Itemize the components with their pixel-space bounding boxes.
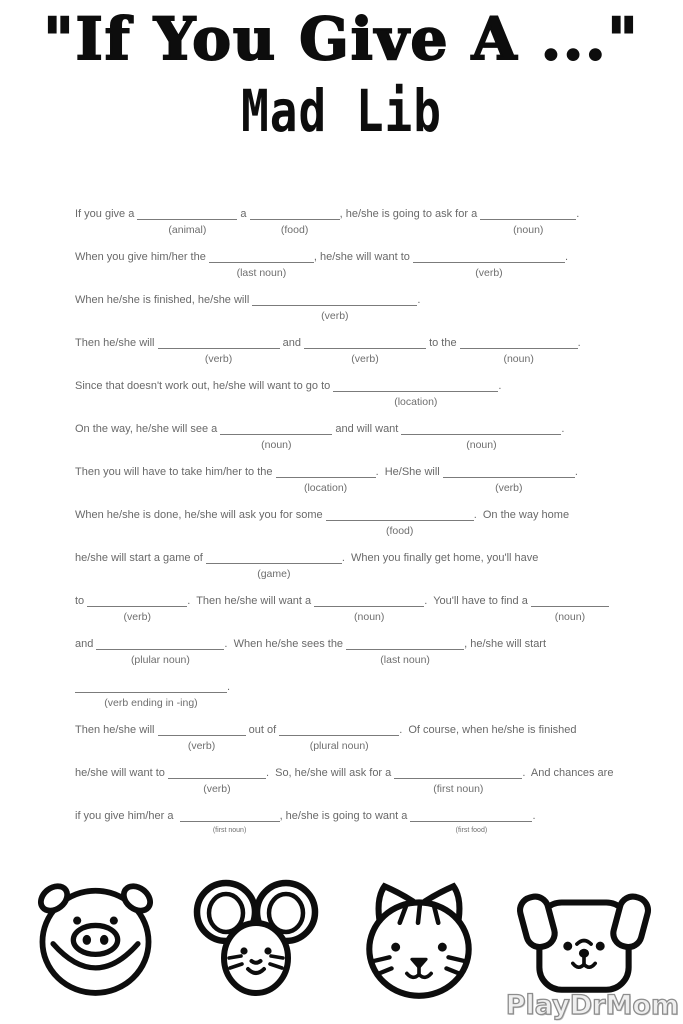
madlib-text: When he/she is finished, he/she will xyxy=(75,294,253,306)
madlib-text: . xyxy=(577,337,581,349)
cat-face-icon xyxy=(348,872,490,1007)
blank-field xyxy=(480,207,576,236)
blank-hint: (food) xyxy=(280,224,309,236)
blank-hint: (noun) xyxy=(503,353,534,365)
blank-hint: (noun) xyxy=(554,611,586,623)
blank-hint: (verb) xyxy=(123,611,151,623)
blank-field xyxy=(304,336,426,365)
madlib-line xyxy=(75,378,635,421)
madlib-line xyxy=(75,722,635,765)
madlib-text: . When you finally get home, you'll have xyxy=(341,552,539,564)
playdrmom-watermark: PlayDrMom xyxy=(505,990,679,1021)
madlib-line xyxy=(75,808,635,851)
madlib-text: . So, he/she will ask for a xyxy=(265,767,395,779)
blank-field xyxy=(410,809,532,834)
blank-hint: (location) xyxy=(394,396,438,408)
blank-hint: (location) xyxy=(303,482,348,494)
madlib-text: When you give him/her the xyxy=(75,251,209,263)
blank-field xyxy=(401,422,561,451)
madlib-text: a xyxy=(237,208,250,220)
madlib-text: , he/she will want to xyxy=(313,251,413,263)
madlib-text: to xyxy=(75,595,88,607)
madlib-text: . xyxy=(417,294,421,306)
blank-hint: (noun) xyxy=(354,611,385,623)
animal-row xyxy=(28,872,655,1007)
blank-field xyxy=(314,594,424,623)
madlib-line xyxy=(75,765,635,808)
madlib-line xyxy=(75,593,635,636)
madlib-text: Then he/she will xyxy=(75,724,158,736)
madlib-text: . Of course, when he/she is finished xyxy=(399,724,577,736)
madlib-text: . xyxy=(561,423,565,435)
madlib-text: . And chances are xyxy=(522,767,614,779)
madlib-text: he/she will start a game of xyxy=(75,552,206,564)
blank-field xyxy=(158,723,246,752)
blank-hint: (last noun) xyxy=(380,654,430,666)
madlib-text: . He/She will xyxy=(375,466,443,478)
blank-field xyxy=(158,336,280,365)
blank-field xyxy=(413,250,565,279)
madlib-text: . xyxy=(576,208,580,220)
blank-hint: (food) xyxy=(385,525,414,537)
madlib-text: . xyxy=(564,251,569,263)
blank-hint: (game) xyxy=(257,568,291,580)
blank-field xyxy=(220,422,332,451)
blank-hint: (verb) xyxy=(475,267,503,279)
madlib-line xyxy=(75,507,635,550)
blank-hint: (verb) xyxy=(204,353,233,365)
blank-field xyxy=(137,207,237,236)
madlib-text: , he/she is going to ask for a xyxy=(339,208,481,220)
madlib-text: , he/she will start xyxy=(464,638,547,650)
madlib-lines xyxy=(75,206,635,851)
blank-hint: (verb ending in -ing) xyxy=(104,697,198,709)
madlib-line xyxy=(75,421,635,464)
blank-field xyxy=(276,465,376,494)
madlib-text: . xyxy=(227,681,231,693)
blank-field xyxy=(96,637,224,666)
blank-field xyxy=(252,293,417,322)
madlib-line xyxy=(75,636,635,679)
page-subtitle: Mad Lib xyxy=(241,76,442,145)
madlib-text: . Then he/she will want a xyxy=(187,595,315,607)
blank-hint: (noun) xyxy=(513,224,544,236)
madlib-text: . xyxy=(574,466,578,478)
blank-hint: (first noun) xyxy=(212,827,247,834)
madlib-text: . When he/she sees the xyxy=(224,638,347,650)
madlib-text: . xyxy=(532,810,536,822)
blank-field xyxy=(460,336,578,365)
madlib-line xyxy=(75,679,635,722)
madlib-text: . You'll have to find a xyxy=(424,595,531,607)
madlib-text: When he/she is done, he/she will ask you for some xyxy=(75,509,326,521)
blank-field xyxy=(394,766,522,795)
madlib-text: and will want xyxy=(332,423,402,435)
blank-field xyxy=(346,637,464,666)
blank-field xyxy=(279,723,399,752)
blank-hint: (first noun) xyxy=(433,783,484,795)
madlib-line xyxy=(75,206,635,249)
madlib-text: Then he/she will xyxy=(75,337,158,349)
madlib-text: to the xyxy=(426,337,460,349)
blank-field xyxy=(209,250,314,279)
blank-hint: (first food) xyxy=(455,827,488,834)
madlib-line xyxy=(75,249,635,292)
blank-hint: (plural noun) xyxy=(309,740,369,752)
madlib-text: if you give him/her a xyxy=(75,810,180,822)
blank-hint: (plular noun) xyxy=(130,654,190,666)
madlib-text: out of xyxy=(245,724,280,736)
blank-hint: (noun) xyxy=(261,439,292,451)
madlib-text: he/she will want to xyxy=(75,767,168,779)
blank-field xyxy=(87,594,187,623)
blank-hint: (verb) xyxy=(187,740,216,752)
madlib-line xyxy=(75,550,635,593)
blank-field xyxy=(168,766,266,795)
blank-hint: (verb) xyxy=(495,482,523,494)
madlib-text: Then you will have to take him/her to the xyxy=(75,466,276,478)
madlib-text: , he/she is going to want a xyxy=(279,810,411,822)
blank-field xyxy=(333,379,498,408)
madlib-text: . On the way home xyxy=(473,509,570,521)
madlib-line xyxy=(75,464,635,507)
blank-field xyxy=(531,594,609,623)
madlib-text: and xyxy=(279,337,305,349)
madlib-text: and xyxy=(75,638,97,650)
mouse-face-icon xyxy=(186,872,326,1002)
madlib-line xyxy=(75,292,635,335)
blank-field xyxy=(443,465,575,494)
blank-field xyxy=(250,207,340,236)
dog-face-icon xyxy=(513,872,655,1002)
pig-face-icon xyxy=(28,872,163,1002)
madlib-text: If you give a xyxy=(75,208,138,220)
blank-field xyxy=(326,508,474,537)
blank-hint: (animal) xyxy=(168,224,207,236)
madlib-text: On the way, he/she will see a xyxy=(75,423,221,435)
blank-field xyxy=(180,809,280,834)
blank-hint: (noun) xyxy=(466,439,497,451)
blank-hint: (verb) xyxy=(321,310,349,322)
madlib-text: Since that doesn't work out, he/she will want to go to xyxy=(75,380,334,392)
blank-field xyxy=(206,551,342,580)
blank-field xyxy=(75,680,227,709)
page-title: "If You Give A ..." xyxy=(43,5,640,73)
blank-hint: (last noun) xyxy=(236,267,287,279)
blank-hint: (verb) xyxy=(203,783,231,795)
madlib-text: . xyxy=(498,380,502,392)
blank-hint: (verb) xyxy=(351,353,379,365)
madlib-line xyxy=(75,335,635,378)
page-header xyxy=(0,5,683,145)
